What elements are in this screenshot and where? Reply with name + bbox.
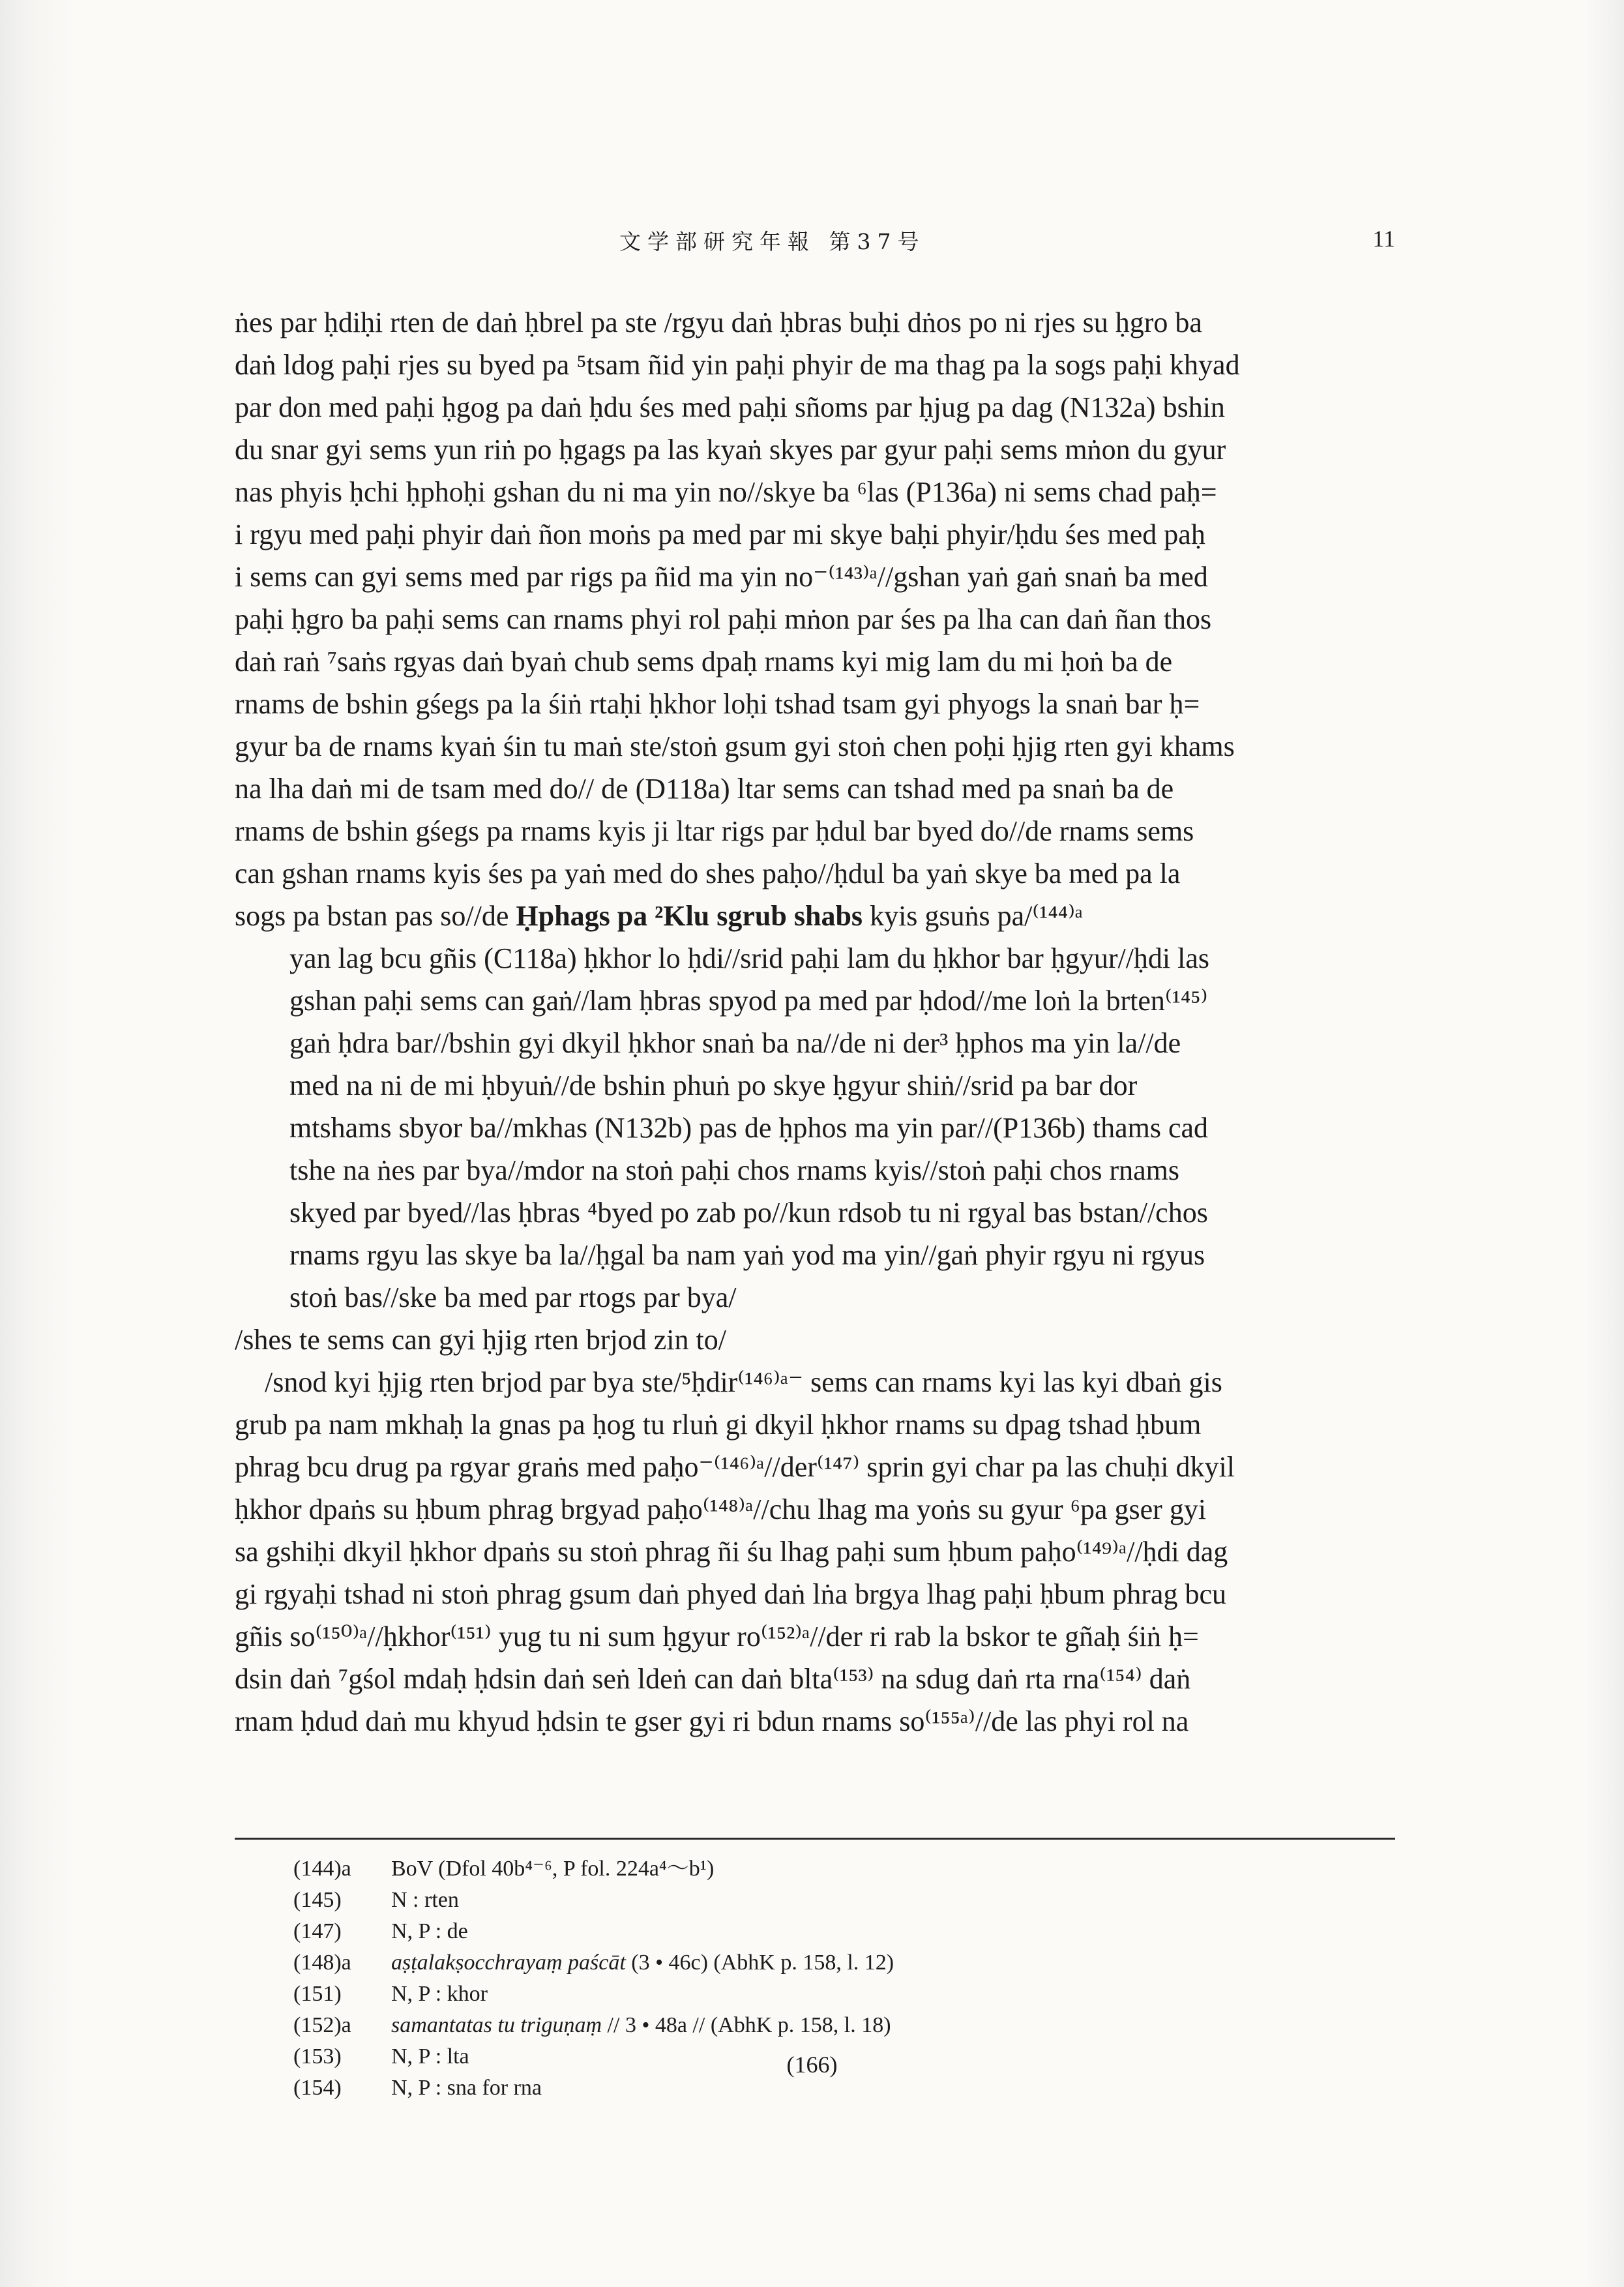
section-close-line: /shes te sems can gyi ḥjig rten brjod zin to/ (235, 1324, 726, 1356)
verse-line: yan lag bcu gñis (C118a) ḥkhor lo ḥdi//srid paḥi lam du ḥkhor bar ḥgyur//ḥdi las (289, 942, 1210, 974)
footnote (293, 1979, 1336, 2010)
text-line: i sems can gyi sems med par rigs pa ñid ma yin no⁻⁽¹⁴³⁾ᵃ//gshan yaṅ gaṅ snaṅ ba med (235, 561, 1208, 593)
text-line-with-author (235, 895, 1395, 937)
footnote (293, 1885, 1336, 1916)
footnote-text: N, P : lta (391, 2044, 469, 2069)
footnote (293, 1947, 1336, 1979)
text-segment: kyis gsuṅs pa/⁽¹⁴⁴⁾ᵃ (863, 900, 1083, 932)
sanskrit-quote: aṣṭalakṣocchrayaṃ paścāt (391, 1951, 626, 1975)
page-number: 11 (1372, 226, 1395, 252)
footnote-text (391, 2010, 891, 2041)
running-header (235, 225, 1395, 264)
footnote-number: (147) (293, 1919, 342, 1943)
text-line: par don med paḥi ḥgog pa daṅ ḥdu śes med paḥi sñoms par ḥjug pa dag (N132a) bshin (235, 391, 1225, 423)
text-line: rnams de bshin gśegs pa rnams kyis ji ltar rigs par ḥdul bar byed do//de rnams sems (235, 815, 1194, 847)
text-line: paḥi ḥgro ba paḥi sems can rnams phyi rol paḥi mṅon par śes pa lha can daṅ ñan thos (235, 603, 1212, 635)
footnote-reference: (3 • 46c) (AbhK p. 158, l. 12) (625, 1951, 894, 1975)
text-line: i rgyu med paḥi phyir daṅ ñon moṅs pa med par mi skye baḥi phyir/ḥdu śes med paḥ (235, 518, 1205, 550)
footnote-number: (153) (293, 2044, 342, 2069)
text-line: gyur ba de rnams kyaṅ śin tu maṅ ste/stoṅ gsum gyi stoṅ chen poḥi ḥjig rten gyi khams (235, 730, 1235, 762)
text-line: can gshan rnams kyis śes pa yaṅ med do shes paḥo//ḥdul ba yaṅ skye ba med pa la (235, 858, 1181, 889)
text-line: grub pa nam mkhaḥ la gnas pa ḥog tu rluṅ gi dkyil ḥkhor rnams su dpag tshad ḥbum (235, 1409, 1202, 1441)
main-text (235, 301, 1395, 1742)
verse-line: stoṅ bas//ske ba med par rtogs par bya/ (289, 1281, 737, 1313)
footnote-text: BoV (Dfol 40b⁴⁻⁶, P fol. 224a⁴～b¹) (391, 1857, 715, 1881)
footnote-number: (144)a (293, 1857, 351, 1881)
journal-title: 文学部研究年報 第37号 (619, 229, 926, 254)
footnote-text (391, 1947, 894, 1979)
verse-line: gshan paḥi sems can gaṅ//lam ḥbras spyod pa med par ḥdod//me loṅ la brten⁽¹⁴⁵⁾ (289, 985, 1208, 1017)
text-line: gñis so⁽¹⁵⁰⁾ᵃ//ḥkhor⁽¹⁵¹⁾ yug tu ni sum ḥgyur ro⁽¹⁵²⁾ᵃ//der ri rab la bskor te gñaḥ śiṅ ḥ= (235, 1621, 1199, 1652)
text-line: dsin daṅ ⁷gśol mdaḥ ḥdsin daṅ seṅ ldeṅ can daṅ blta⁽¹⁵³⁾ na sdug daṅ rta rna⁽¹⁵⁴⁾ daṅ (235, 1663, 1191, 1695)
text-line: du snar gyi sems yun riṅ po ḥgags pa las kyaṅ skyes par gyur paḥi sems mṅon du gyur (235, 434, 1226, 466)
page-footer-number: (166) (786, 2052, 838, 2078)
footnote (293, 1916, 1336, 1947)
sanskrit-quote: samantatas tu triguṇaṃ (391, 2013, 602, 2037)
verse-line: med na ni de mi ḥbyuṅ//de bshin phuṅ po skye ḥgyur shiṅ//srid pa bar dor (289, 1069, 1138, 1101)
footnote (293, 2010, 1336, 2041)
scan-edge-left (0, 0, 78, 2287)
footnote-reference: // 3 • 48a // (AbhK p. 158, l. 18) (602, 2013, 891, 2037)
footnote-number: (151) (293, 1982, 342, 2006)
text-line: rnam ḥdud daṅ mu khyud ḥdsin te gser gyi ri bdun rnams so⁽¹⁵⁵ᵃ⁾//de las phyi rol na (235, 1705, 1189, 1737)
verse-line: mtshams sbyor ba//mkhas (N132b) pas de ḥphos ma yin par//(P136b) thams cad (289, 1112, 1209, 1144)
footnote-number: (145) (293, 1888, 342, 1912)
footnote-number: (148)a (293, 1951, 351, 1975)
footnote-text: N, P : de (391, 1919, 468, 1943)
section-open-line: /snod kyi ḥjig rten brjod par bya ste/⁵ḥdir⁽¹⁴⁶⁾ᵃ⁻ sems can rnams kyi las kyi dbaṅ gis (265, 1366, 1222, 1398)
text-line: daṅ ldog paḥi rjes su byed pa ⁵tsam ñid yin paḥi phyir de ma thag pa la sogs paḥi khyad (235, 349, 1240, 381)
text-line: ḥkhor dpaṅs su ḥbum phrag brgyad paḥo⁽¹⁴⁸⁾ᵃ//chu lhag ma yoṅs su gyur ⁶pa gser gyi (235, 1493, 1207, 1525)
footnote-text: N, P : khor (391, 1982, 488, 2006)
verse-line: skyed par byed//las ḥbras ⁴byed po zab po//kun rdsob tu ni rgyal bas bstan//chos (289, 1197, 1208, 1229)
text-line: gi rgyaḥi tshad ni stoṅ phrag gsum daṅ phyed daṅ lṅa brgya lhag paḥi ḥbum phrag bcu (235, 1578, 1226, 1610)
scan-edge-right (1585, 0, 1624, 2287)
footnote (293, 1853, 1336, 1885)
text-line: ṅes par ḥdiḥi rten de daṅ ḥbrel pa ste /rgyu daṅ ḥbras buḥi dṅos po ni rjes su ḥgro ba (235, 306, 1202, 338)
verse-line: tshe na ṅes par bya//mdor na stoṅ paḥi chos rnams kyis//stoṅ paḥi chos rnams (289, 1154, 1179, 1186)
text-segment: sogs pa bstan pas so//de (235, 900, 516, 932)
footnote-text: N : rten (391, 1888, 459, 1912)
text-line: rnams de bshin gśegs pa la śiṅ rtaḥi ḥkhor loḥi tshad tsam gyi phyogs la snaṅ bar ḥ= (235, 688, 1200, 720)
footnote-number: (152)a (293, 2013, 351, 2037)
text-line: na lha daṅ mi de tsam med do// de (D118a) ltar sems can tshad med pa snaṅ ba de (235, 773, 1174, 805)
author-name: Ḥphags pa ²Klu sgrub shabs (516, 900, 863, 932)
text-line: phrag bcu drug pa rgyar graṅs med paḥo⁻⁽¹⁴⁶⁾ᵃ//der⁽¹⁴⁷⁾ sprin gyi char pa las chuḥi dkyil (235, 1451, 1235, 1483)
text-line: nas phyis ḥchi ḥphoḥi gshan du ni ma yin no//skye ba ⁶las (P136a) ni sems chad paḥ= (235, 476, 1217, 508)
footnote-number: (154) (293, 2076, 342, 2100)
footnote-rule (235, 1838, 1395, 1840)
verse-line: rnams rgyu las skye ba la//ḥgal ba nam yaṅ yod ma yin//gaṅ phyir rgyu ni rgyus (289, 1239, 1205, 1271)
text-line: sa gshiḥi dkyil ḥkhor dpaṅs su stoṅ phrag ñi śu lhag paḥi sum ḥbum paḥo⁽¹⁴⁹⁾ᵃ//ḥdi dag (235, 1536, 1228, 1568)
footnote-text: N, P : sna for rna (391, 2076, 542, 2100)
text-line: daṅ raṅ ⁷saṅs rgyas daṅ byaṅ chub sems dpaḥ rnams kyi mig lam du mi ḥoṅ ba de (235, 646, 1173, 678)
verse-line: gaṅ ḥdra bar//bshin gyi dkyil ḥkhor snaṅ ba na//de ni der³ ḥphos ma yin la//de (289, 1027, 1181, 1059)
